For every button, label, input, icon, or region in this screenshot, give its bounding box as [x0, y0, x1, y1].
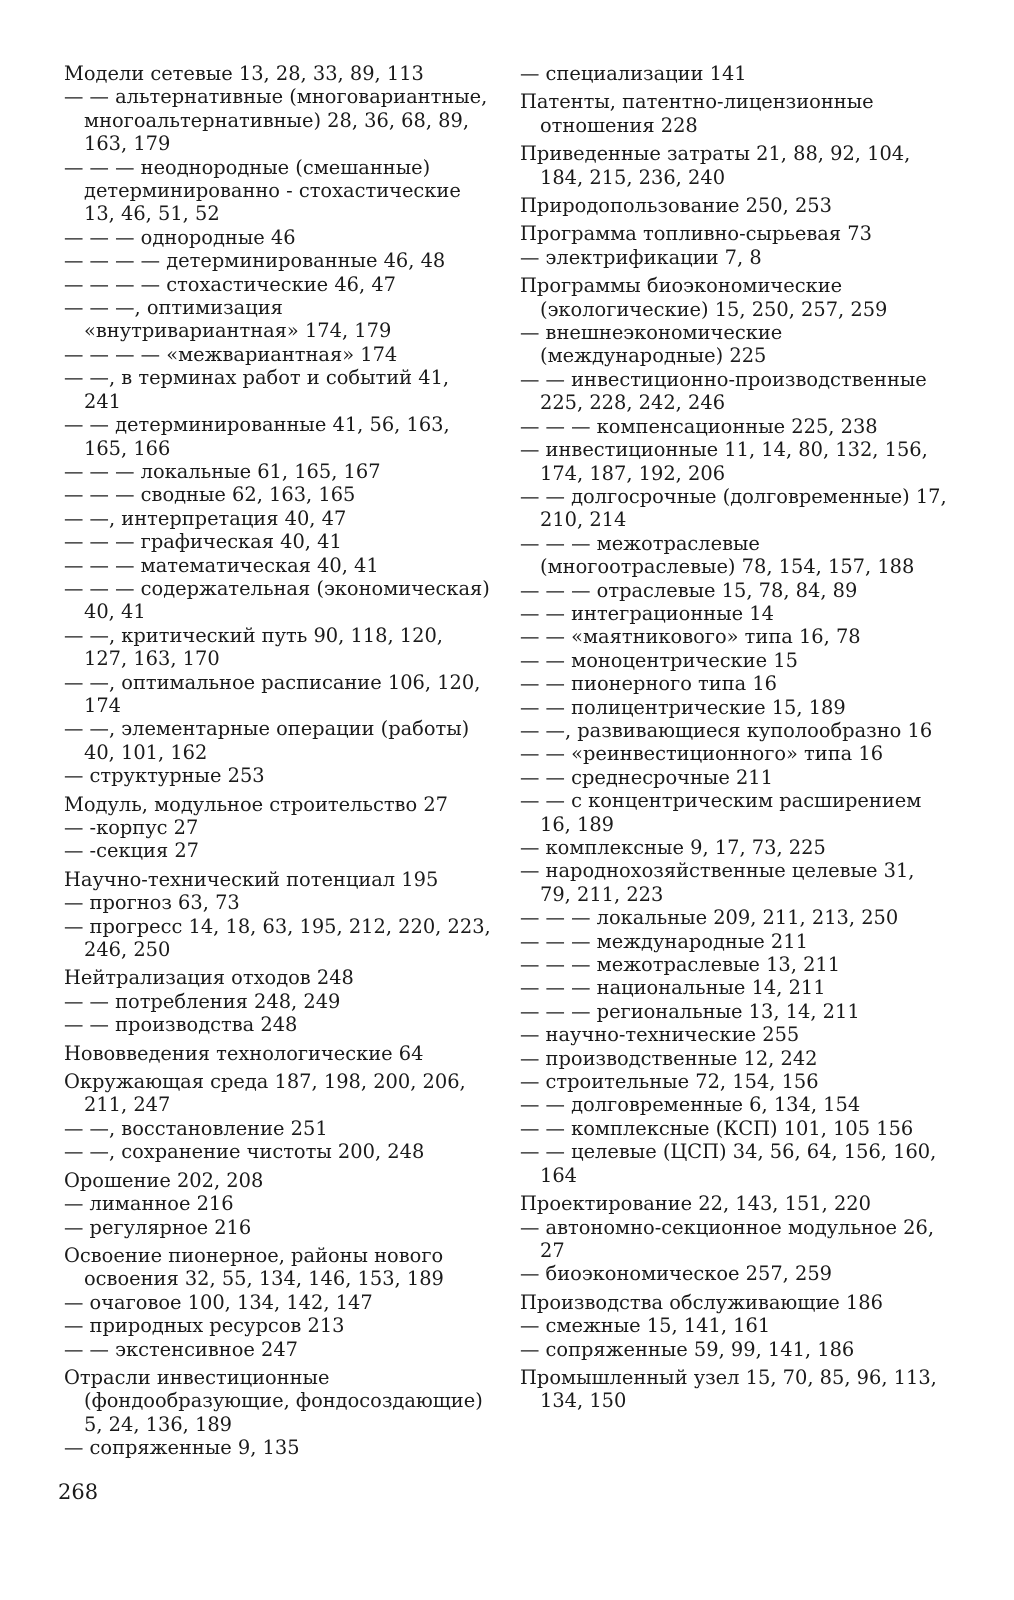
index-entry: — — — — стохастические 46, 47: [64, 272, 396, 296]
index-entry: — —, элементарные операции (работы) 40, 101, 162: [64, 717, 470, 764]
index-entry: — смежные 15, 141, 161: [520, 1314, 771, 1338]
index-entry: — биоэкономическое 257, 259: [520, 1262, 833, 1286]
index-entry: Приведенные затраты 21, 88, 92, 104, 184, 215, 236, 240: [520, 142, 911, 189]
index-entry: Освоение пионерное, районы нового освоения 32, 55, 134, 146, 153, 189: [64, 1243, 444, 1291]
index-entry: Окружающая среда 187, 198, 200, 206, 211, 247: [64, 1070, 466, 1117]
index-entry: — — среднесрочные 211: [520, 765, 773, 789]
index-entry: — — — математическая 40, 41: [64, 553, 379, 577]
index-entry: — сопряженные 59, 99, 141, 186: [520, 1337, 855, 1361]
index-entry: Программы биоэкономические (экологические) 15, 250, 257, 259: [520, 274, 888, 321]
index-entry: Научно-технический потенциал 195: [64, 867, 439, 891]
index-entry: — — детерминированные 41, 56, 163, 165, 166: [64, 413, 450, 460]
index-entry: — — — национальные 14, 211: [520, 976, 826, 1000]
page-number: 268: [58, 1480, 99, 1504]
index-entry: — — — межотраслевые 13, 211: [520, 953, 841, 977]
index-entry: — — экстенсивное 247: [64, 1337, 299, 1361]
index-entry: — —, критический путь 90, 118, 120, 127, 163, 170: [64, 623, 443, 671]
index-entry: — — потребления 248, 249: [64, 989, 341, 1013]
index-entry: — — — однородные 46: [64, 225, 296, 249]
index-entry: — — — локальные 209, 211, 213, 250: [520, 906, 899, 930]
index-entry: — народнохозяйственные целевые 31, 79, 211, 223: [520, 859, 915, 906]
index-entry: — очаговое 100, 134, 142, 147: [64, 1290, 373, 1314]
index-entry: — регулярное 216: [64, 1215, 252, 1239]
index-entry: — — полицентрические 15, 189: [520, 695, 846, 719]
index-entry: — — — графическая 40, 41: [64, 530, 342, 554]
index-entry: — — — содержательная (экономическая) 40, 41: [64, 576, 490, 624]
index-entry: — -корпус 27: [64, 816, 199, 839]
index-entry: — — производства 248: [64, 1013, 298, 1037]
index-entry: — — комплексные (КСП) 101, 105 156: [520, 1116, 914, 1140]
index-entry: — специализации 141: [520, 62, 747, 85]
index-entry: — — с концентрическим расширением 16, 189: [520, 789, 922, 836]
index-entry: — — целевые (ЦСП) 34, 56, 64, 156, 160, 164: [520, 1140, 937, 1187]
index-entry: — — — отраслевые 15, 78, 84, 89: [520, 578, 858, 602]
index-entry: — лиманное 216: [64, 1192, 234, 1216]
index-entry: — — моноцентрические 15: [520, 648, 798, 672]
index-column-left: [64, 62, 492, 1460]
index-entry: — — пионерного типа 16: [520, 672, 778, 696]
index-entry: — — интеграционные 14: [520, 601, 774, 625]
index-entry: — прогноз 63, 73: [64, 891, 240, 915]
index-entry: — —, сохранение чистоты 200, 248: [64, 1140, 425, 1164]
index-entry: Программа топливно-сырьевая 73: [520, 222, 872, 246]
index-entry: Отрасли инвестиционные (фондообразующие, фондосоздающие) 5, 24, 136, 189: [64, 1365, 483, 1436]
index-entry: — комплексные 9, 17, 73, 225: [520, 836, 826, 859]
index-entry: Проектирование 22, 143, 151, 220: [520, 1192, 871, 1216]
index-entry: — — — сводные 62, 163, 165: [64, 483, 356, 507]
index-entry: — -секция 27: [64, 839, 200, 863]
index-entry: — автономно-секционное модульное 26, 27: [520, 1215, 935, 1262]
index-entry: — — «маятникового» типа 16, 78: [520, 625, 861, 649]
index-entry: — электрификации 7, 8: [520, 245, 762, 269]
index-entry: — — долгосрочные (долговременные) 17, 210, 214: [520, 484, 947, 532]
index-entry: — производственные 12, 242: [520, 1046, 818, 1070]
index-entry: Природопользование 250, 253: [520, 194, 832, 218]
index-entry: — научно-технические 255: [520, 1023, 800, 1047]
index-entry: — — альтернативные (многовариантные, многоальтернативные) 28, 36, 68, 89, 163, 179: [64, 85, 488, 156]
index-entry: Нововведения технологические 64: [64, 1041, 424, 1065]
index-entry: Производства обслуживающие 186: [520, 1290, 883, 1314]
index-entry: — природных ресурсов 213: [64, 1314, 345, 1338]
index-entry: Нейтрализация отходов 248: [64, 966, 354, 990]
index-entry: — —, оптимальное расписание 106, 120, 174: [64, 670, 481, 717]
index-entry: — структурные 253: [64, 764, 265, 788]
index-entry: Промышленный узел 15, 70, 85, 96, 113, 134, 150: [520, 1365, 937, 1413]
index-entry: — сопряженные 9, 135: [64, 1436, 300, 1460]
index-entry: — — —, оптимизация «внутривариантная» 174, 179: [64, 296, 392, 343]
index-entry: — — — — детерминированные 46, 48: [64, 249, 446, 273]
index-entry: Модели сетевые 13, 28, 33, 89, 113: [64, 62, 424, 85]
index-column-right: [520, 62, 948, 1413]
index-entry: — — — межотраслевые (многоотраслевые) 78, 154, 157, 188: [520, 531, 915, 579]
index-entry: — прогресс 14, 18, 63, 195, 212, 220, 223, 246, 250: [64, 914, 491, 962]
index-entry: — — — — «межвариантная» 174: [64, 342, 398, 366]
index-entry: — —, интерпретация 40, 47: [64, 506, 347, 530]
index-entry: — — — компенсационные 225, 238: [520, 414, 878, 438]
index-entry: — — инвестиционно-производственные 225, 228, 242, 246: [520, 367, 927, 415]
index-entry: — внешнеэкономические (международные) 225: [520, 321, 783, 368]
index-entry: — — долговременные 6, 134, 154: [520, 1093, 861, 1117]
index-entry: — — «реинвестиционного» типа 16: [520, 742, 884, 766]
index-entry: — инвестиционные 11, 14, 80, 132, 156, 174, 187, 192, 206: [520, 438, 928, 485]
index-entry: — —, восстановление 251: [64, 1116, 328, 1140]
index-entry: — — — региональные 13, 14, 211: [520, 999, 860, 1023]
index-entry: — —, развивающиеся куполообразно 16: [520, 718, 933, 742]
index-entry: Патенты, патентно-лицензионные отношения 228: [520, 90, 874, 137]
index-entry: — — — локальные 61, 165, 167: [64, 459, 381, 483]
index-entry: Орошение 202, 208: [64, 1168, 264, 1192]
index-entry: — —, в терминах работ и событий 41, 241: [64, 366, 450, 413]
index-entry: — — — неоднородные (смешанные) детерминированно - стохастические 13, 46, 51, 52: [64, 155, 461, 226]
index-entry: Модуль, модульное строительство 27: [64, 792, 448, 816]
index-entry: — строительные 72, 154, 156: [520, 1070, 819, 1094]
index-entry: — — — международные 211: [520, 929, 808, 953]
